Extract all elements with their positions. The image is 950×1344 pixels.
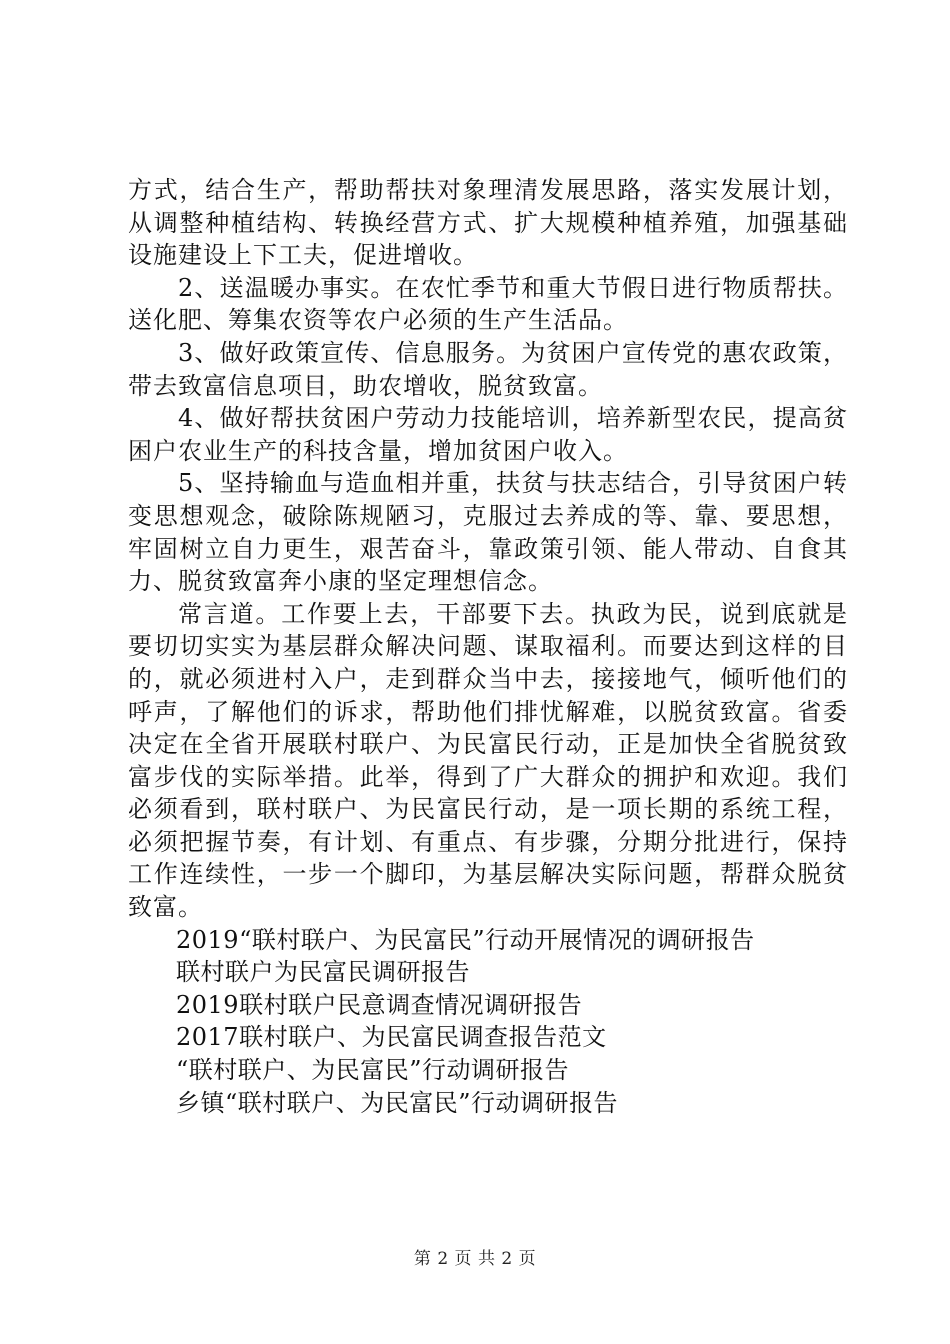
related-report-item[interactable]: 联村联户为民富民调研报告 [176, 958, 470, 987]
paragraph-conclusion: 常言道。工作要上去，干部要下去。执政为民，说到底就是要切切实实为基层群众解决问题、谋取福利。而要达到这样的目的，就必须进村入户，走到群众当中去，接接地气，倾听他们的呼声，了解他们的诉求，帮助他们排忧解难，以脱贫致富。省委决定在全省开展联村联户、为民富民行动，正是加快全省脱贫致富步伐的实际举措。此举，得到了广大群众的拥护和欢迎。我们必须看到，联村联户、为民富民行动，是一项长期的系统工程，必须把握节奏，有计划、有重点、有步骤，分期分批进行，保持工作连续性，一步一个脚印，为基层解决实际问题，帮群众脱贫致富。 [128, 599, 848, 922]
paragraph-continuation: 方式，结合生产，帮助帮扶对象理清发展思路，落实发展计划，从调整种植结构、转换经营方式、扩大规模种植养殖，加强基础设施建设上下工夫，促进增收。 [128, 176, 848, 270]
paragraph-item-5: 5、坚持输血与造血相并重，扶贫与扶志结合，引导贫困户转变思想观念，破除陈规陋习，克服过去养成的等、靠、要思想，牢固树立自力更生，艰苦奋斗，靠政策引领、能人带动、自食其力、脱贫致富奔小康的坚定理想信念。 [128, 469, 848, 596]
related-reports-list [128, 924, 848, 1120]
page-footer: 第 2 页 共 2 页 [413, 1249, 537, 1269]
paragraph-item-4: 4、做好帮扶贫困户劳动力技能培训，培养新型农民，提高贫困户农业生产的科技含量，增加贫困户收入。 [128, 404, 848, 465]
paragraph-item-2: 2、送温暖办事实。在农忙季节和重大节假日进行物质帮扶。送化肥、筹集农资等农户必须的生产生活品。 [128, 273, 848, 335]
document-body [128, 174, 848, 1119]
related-report-item[interactable]: “联村联户、为民富民”行动调研报告 [176, 1056, 570, 1085]
related-report-item[interactable]: 乡镇“联村联户、为民富民”行动调研报告 [176, 1088, 619, 1117]
related-report-item[interactable]: 2019联村联户民意调查情况调研报告 [176, 990, 583, 1019]
related-report-item[interactable]: 2019“联村联户、为民富民”行动开展情况的调研报告 [176, 925, 755, 954]
related-report-item[interactable]: 2017联村联户、为民富民调查报告范文 [176, 1023, 607, 1052]
paragraph-item-3: 3、做好政策宣传、信息服务。为贫困户宣传党的惠农政策，带去致富信息项目，助农增收，脱贫致富。 [128, 338, 848, 400]
